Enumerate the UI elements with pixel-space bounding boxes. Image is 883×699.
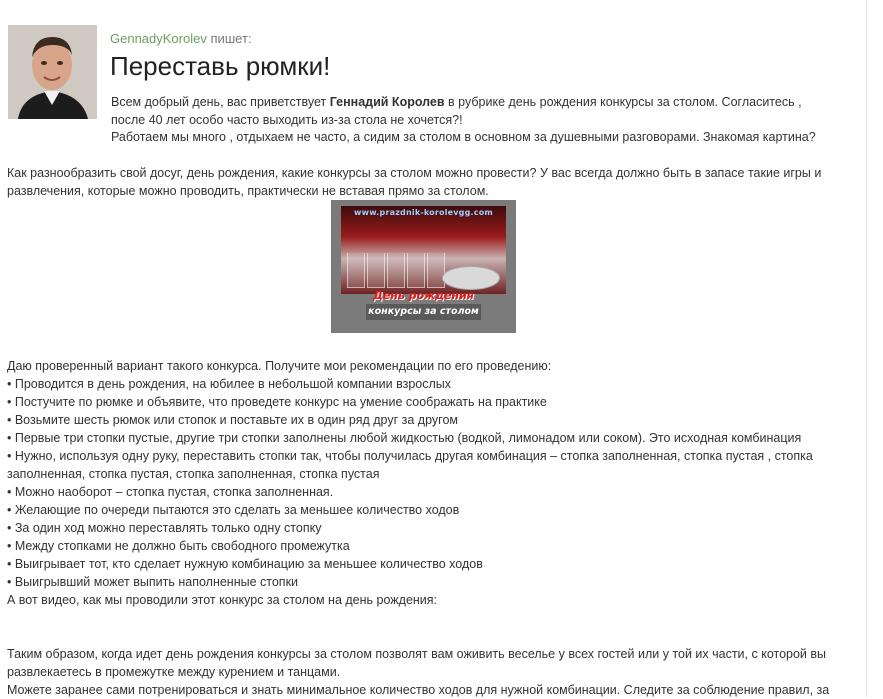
lead-paragraph: Как разнообразить свой досуг, день рождения, какие конкурсы за столом можно провести? У вас всегда должно быть в запасе такие игры и развлечения, которые можно проводить, практически не вставая прямо за столом.	[7, 166, 822, 198]
list-item: • Желающие по очереди пытаются это сделать за меньшее количество ходов	[7, 503, 460, 517]
intro-text-end: в рубрике день рождения конкурсы за столом. Согласитесь , после 40 лет особо часто выходить из-за стола не хочется?!	[111, 95, 802, 127]
post-title: Переставь рюмки!	[110, 51, 331, 81]
rules-intro: Даю проверенный вариант такого конкурса. Получите мои рекомендации по его проведению:	[7, 359, 552, 373]
glass-shape	[427, 253, 445, 288]
list-item: • Постучите по рюмке и объявите, что проведете конкурс на умение соображать на практике	[7, 395, 547, 409]
glass-shape	[367, 253, 385, 288]
video-intro-line: А вот видео, как мы проводили этот конкурс за столом на день рождения:	[7, 593, 438, 607]
glass-shape	[407, 253, 425, 288]
list-item: • Нужно, используя одну руку, переставить стопки так, чтобы получилась другая комбинация – стопка заполненная, стопка пустая , стопка заполненная, стопка пустая, стопка заполненная, стопка пустая	[7, 449, 813, 481]
outro-text-1: Таким образом, когда идет день рождения конкурсы за столом позволят вам оживить веселье у всех гостей или у той их части, с которой вы развлекаетесь в промежутке между курением и танцами.	[7, 647, 827, 679]
intro-paragraph	[111, 93, 831, 129]
glass-shape	[387, 253, 405, 288]
banner-url-text: www.prazdnik-korolevgg.com	[354, 208, 493, 217]
author-link[interactable]: GennadyKorolev	[110, 31, 207, 46]
banner-caption-contests: конкурсы за столом	[366, 304, 481, 320]
list-item: • Возьмите шесть рюмок или стопок и поставьте их в один ряд друг за другом	[7, 413, 458, 427]
author-suffix: пишет:	[206, 31, 252, 46]
author-avatar[interactable]	[8, 25, 97, 119]
list-item: • За один ход можно переставлять только одну стопку	[7, 521, 322, 535]
banner-photo	[341, 206, 506, 294]
author-line	[110, 31, 252, 46]
outro-text-2: Можете заранее сами потренироваться и знать минимальное количество ходов для нужной комбинации. Следите за соблюдение правил, за	[7, 683, 830, 697]
plate-shape	[442, 266, 500, 290]
list-item: • Первые три стопки пустые, другие три стопки заполнены любой жидкостью (водкой, лимонадом или соком). Это исходная комбинация	[7, 431, 802, 445]
outro-paragraph	[7, 645, 847, 699]
glass-shape	[347, 253, 365, 288]
list-item: • Можно наоборот – стопка пустая, стопка заполненная.	[7, 485, 334, 499]
portrait-image	[8, 25, 97, 119]
list-item: • Проводится в день рождения, на юбилее в небольшой компании взрослых	[7, 377, 452, 391]
list-item: • Выигрывает тот, кто сделает нужную комбинацию за меньшее количество ходов	[7, 557, 483, 571]
intro-author-bold: Геннадий Королев	[329, 95, 445, 109]
intro-text-start: Всем добрый день, вас приветствует	[111, 95, 330, 109]
banner-caption-birthday: День рождения	[373, 289, 474, 302]
list-item: • Выигрывший может выпить наполненные стопки	[7, 575, 299, 589]
list-item: • Между стопками не должно быть свободного промежутка	[7, 539, 350, 553]
article-banner-image[interactable]	[331, 200, 516, 333]
intro-paragraph-2: Работаем мы много , отдыхаем не часто, а сидим за столом в основном за душевными разговорами. Знакомая картина?	[111, 130, 816, 144]
contest-rules	[7, 357, 852, 609]
